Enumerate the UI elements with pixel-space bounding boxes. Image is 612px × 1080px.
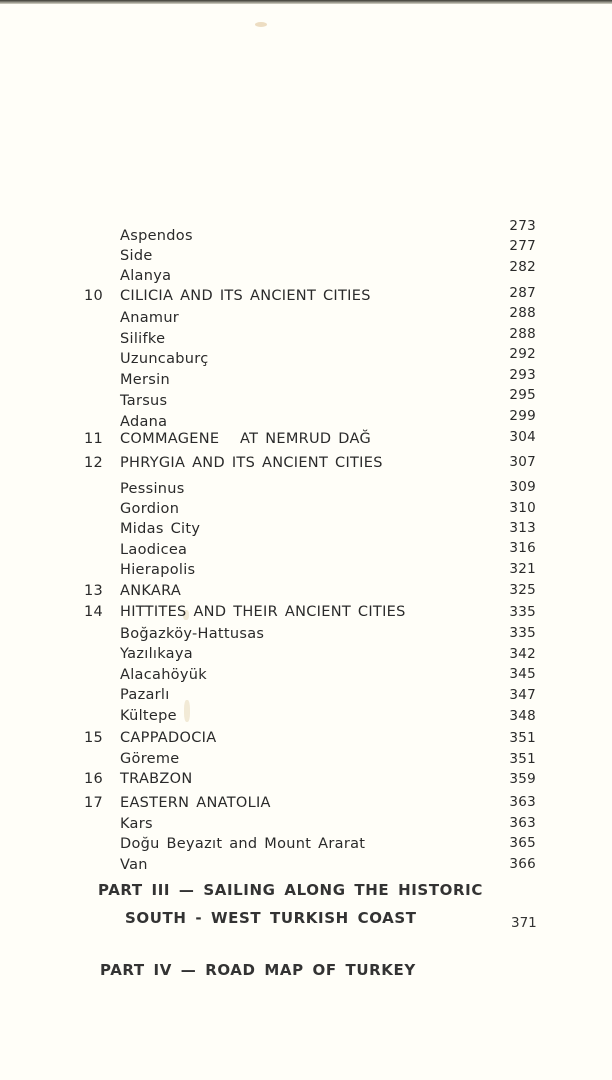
- entry-title: Aspendos: [120, 228, 193, 244]
- entry-title: Mersin: [120, 372, 170, 388]
- part-iii-heading-line2: SOUTH - WEST TURKISH COAST: [125, 909, 417, 927]
- entry-title: Kültepe: [120, 708, 177, 724]
- page-number: 321: [509, 561, 536, 577]
- page-number: 316: [509, 540, 536, 556]
- page-number: 307: [509, 454, 536, 470]
- page-number: 295: [509, 387, 536, 403]
- entry-title: Göreme: [120, 751, 180, 767]
- page-number: 335: [509, 625, 536, 641]
- entry-title: Laodicea: [120, 542, 188, 558]
- page-number: 347: [509, 687, 536, 703]
- page-number: 273: [509, 218, 536, 234]
- entry-title: Pazarlı: [120, 687, 170, 703]
- entry-title: Midas City: [120, 521, 201, 537]
- part-iii-heading-line1: PART III — SAILING ALONG THE HISTORIC: [98, 881, 483, 899]
- entry-title: HITTITES AND THEIR ANCIENT CITIES: [120, 604, 406, 620]
- entry-title: Boğazköy-Hattusas: [120, 626, 265, 642]
- entry-title: Yazılıkaya: [120, 646, 193, 662]
- page-number: 366: [509, 856, 536, 872]
- entry-title: ANKARA: [120, 583, 182, 599]
- chapter-number: 13: [84, 583, 104, 599]
- entry-title: Hierapolis: [120, 562, 196, 578]
- entry-title: Gordion: [120, 501, 180, 517]
- entry-title: TRABZON: [120, 771, 193, 787]
- page-number: 363: [509, 815, 536, 831]
- entry-title: PHRYGIA AND ITS ANCIENT CITIES: [120, 455, 383, 471]
- chapter-number: 11: [84, 431, 104, 447]
- page-number: 304: [509, 429, 536, 445]
- entry-title: Side: [120, 248, 153, 264]
- page-number: 351: [509, 730, 536, 746]
- entry-title: Uzuncaburç: [120, 351, 209, 367]
- entry-title: COMMAGENE AT NEMRUD DAĞ: [120, 431, 372, 447]
- page-number: 292: [509, 346, 536, 362]
- page-number: 351: [509, 751, 536, 767]
- page-number: 282: [509, 259, 536, 275]
- page-number: 342: [509, 646, 536, 662]
- entry-title: EASTERN ANATOLIA: [120, 795, 271, 811]
- page-number: 313: [509, 520, 536, 536]
- entry-title: Alacahöyük: [120, 667, 207, 683]
- page-number: 299: [509, 408, 536, 424]
- entry-title: CAPPADOCIA: [120, 730, 217, 746]
- page-number: 348: [509, 708, 536, 724]
- chapter-number: 14: [84, 604, 104, 620]
- page-number: 363: [509, 794, 536, 810]
- page-number: 288: [509, 305, 536, 321]
- page-number: 345: [509, 666, 536, 682]
- entry-title: Doğu Beyazıt and Mount Ararat: [120, 836, 366, 852]
- entry-title: Tarsus: [120, 393, 168, 409]
- entry-title: CILICIA AND ITS ANCIENT CITIES: [120, 288, 371, 304]
- page-number: 287: [509, 285, 536, 301]
- chapter-number: 16: [84, 771, 104, 787]
- entry-title: Anamur: [120, 310, 180, 326]
- page-number: 325: [509, 582, 536, 598]
- chapter-number: 15: [84, 730, 104, 746]
- part-iii-page-number: 371: [511, 915, 537, 931]
- part-iv-heading: PART IV — ROAD MAP OF TURKEY: [100, 961, 416, 979]
- entry-title: Pessinus: [120, 481, 185, 497]
- entry-title: Van: [120, 857, 148, 873]
- entry-title: Silifke: [120, 331, 166, 347]
- page-number: 288: [509, 326, 536, 342]
- chapter-number: 12: [84, 455, 104, 471]
- chapter-number: 17: [84, 795, 104, 811]
- page-number: 365: [509, 835, 536, 851]
- entry-title: Kars: [120, 816, 153, 832]
- page-number: 335: [509, 604, 536, 620]
- page-number: 309: [509, 479, 536, 495]
- page-number: 293: [509, 367, 536, 383]
- page-number: 277: [509, 238, 536, 254]
- entry-title: Alanya: [120, 268, 172, 284]
- page-number: 310: [509, 500, 536, 516]
- page-number: 359: [509, 771, 536, 787]
- chapter-number: 10: [84, 288, 104, 304]
- entry-title: Adana: [120, 414, 168, 430]
